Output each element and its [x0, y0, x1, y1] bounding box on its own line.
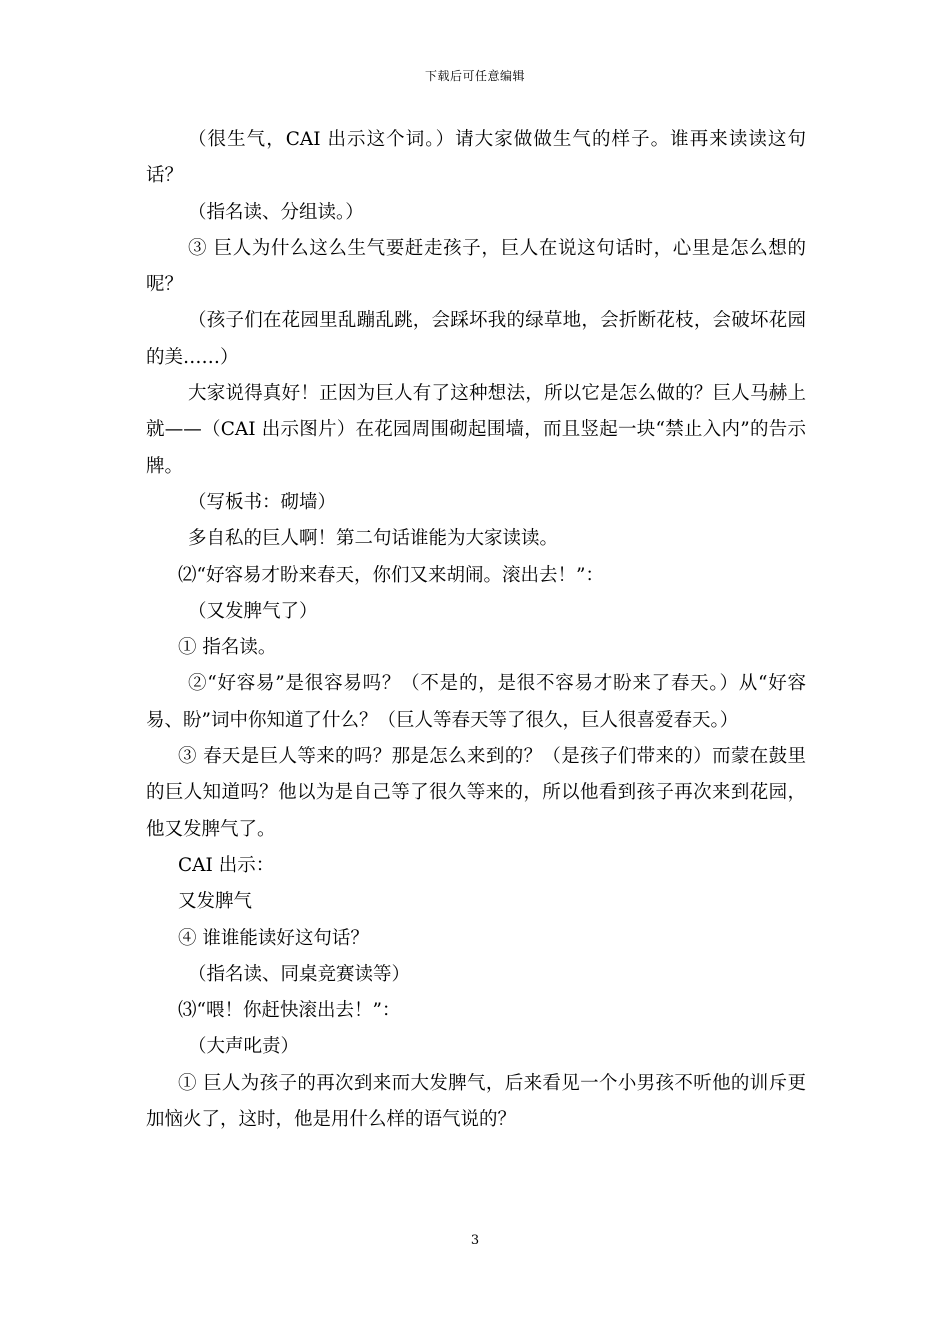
paragraph: （指名读、分组读。） [188, 201, 364, 223]
paragraph: （指名读、同桌竞赛读等） [188, 963, 411, 985]
paragraph: ① 指名读。 [178, 637, 277, 659]
paragraph: ⑶“喂！你赶快滚出去！”： [178, 1000, 401, 1022]
paragraph: ④ 谁谁能读好这句话？ [178, 927, 369, 949]
document-body [146, 122, 806, 1138]
paragraph: ②“好容易”是很容易吗？（不是的，是很不容易才盼来了春天。）从“好容易、盼”词中你知道了什么？（巨人等春天等了很久，巨人很喜爱春天。） [146, 673, 806, 731]
paragraph: ① 巨人为孩子的再次到来而大发脾气，后来看见一个小男孩不听他的训斥更加恼火了，这时，他是用什么样的语气说的？ [146, 1072, 806, 1131]
page-number: 3 [470, 1233, 480, 1248]
paragraph: 大家说得真好！正因为巨人有了这种想法，所以它是怎么做的？巨人马赫上就——（CAI 出示图片）在花园周围砌起围墙，而且竖起一块“禁止入内”的告示牌。 [146, 383, 806, 477]
header-note: 下载后可任意编辑 [424, 69, 525, 83]
paragraph: CAI 出示： [178, 854, 275, 876]
paragraph: ⑵“好容易才盼来春天，你们又来胡闹。滚出去！”： [178, 564, 604, 586]
paragraph: ③ 春天是巨人等来的吗？那是怎么来到的？（是孩子们带来的）而蒙在鼓里的巨人知道吗？他以为是自己等了很久等来的，所以他看到孩子再次来到花园，他又发脾气了。 [146, 746, 806, 840]
paragraph: 多自私的巨人啊！第二句话谁能为大家读读。 [188, 528, 559, 550]
paragraph: （大声叱责） [188, 1036, 300, 1058]
paragraph: （写板书：砌墙） [188, 491, 337, 513]
paragraph: （很生气，CAI 出示这个词。）请大家做做生气的样子。谁再来读读这句话？ [146, 129, 806, 187]
paragraph: （孩子们在花园里乱蹦乱跳，会踩坏我的绿草地，会折断花枝，会破坏花园的美……） [146, 310, 806, 368]
paragraph: 又发脾气 [178, 891, 253, 913]
paragraph: ③ 巨人为什么这么生气要赶走孩子，巨人在说这句话时，心里是怎么想的呢？ [146, 237, 806, 296]
paragraph: （又发脾气了） [188, 600, 318, 622]
